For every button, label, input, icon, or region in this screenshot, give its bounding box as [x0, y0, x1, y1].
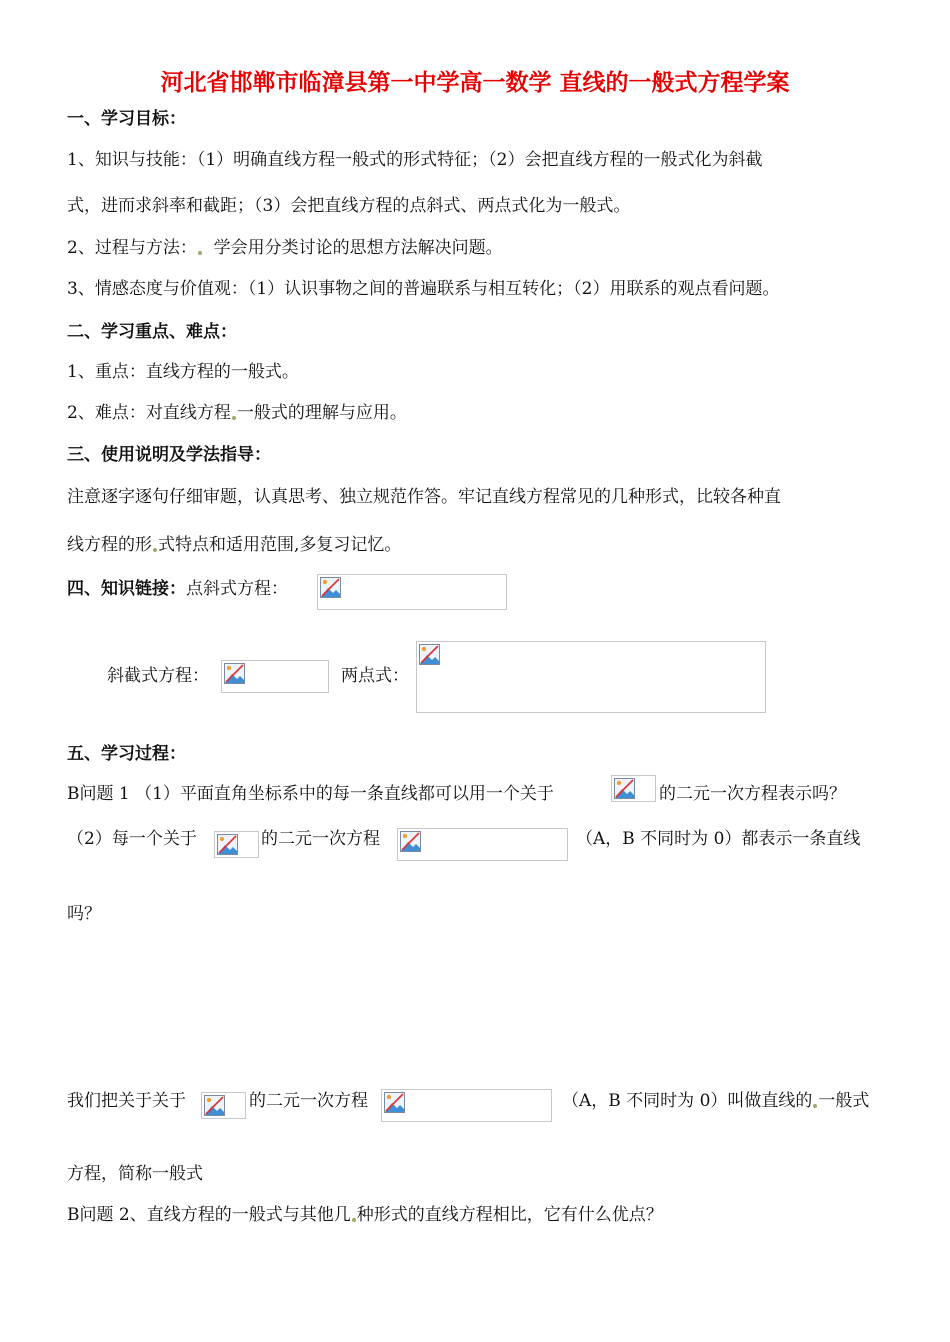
definition-line-1: 我们把关于关于	[67, 1091, 186, 1111]
definition-part-1: （A，B 不同时为 0）叫做直线的	[562, 1091, 813, 1111]
question-2-part-2: 种形式的直线方程相比，它有什么优点？	[356, 1205, 663, 1225]
general-equation-image	[397, 828, 568, 861]
xy-variable-image	[214, 831, 259, 858]
question-1-line-1-end: 的二元一次方程表示吗？	[659, 784, 846, 804]
broken-image-icon	[224, 663, 245, 684]
question-1-part-2-mid: 的二元一次方程	[261, 829, 380, 849]
instructions-part-2: 式特点和适用范围,多复习记忆。	[158, 535, 402, 555]
document-title: 河北省邯郸市临漳县第一中学高一数学 直线的一般式方程学案	[160, 70, 790, 96]
stray-dot-mark	[198, 251, 202, 255]
instructions-part-1: 线方程的形	[67, 535, 152, 555]
broken-image-icon	[384, 1092, 405, 1113]
instructions-line-2	[67, 530, 401, 555]
question-1-part-2: （2）每一个关于	[67, 829, 197, 849]
section-2-heading: 二、学习重点、难点：	[67, 322, 237, 342]
point-slope-label: 点斜式方程：	[186, 579, 288, 599]
difficult-point	[67, 398, 407, 423]
point-slope-formula-image	[317, 574, 507, 610]
stray-dot-mark	[153, 548, 157, 552]
stray-dot-mark	[813, 1104, 817, 1108]
slope-intercept-label: 斜截式方程：	[107, 666, 209, 686]
stray-dot-mark	[352, 1218, 356, 1222]
broken-image-icon	[614, 778, 635, 799]
question-1-line-1: B问题 1 （1）平面直角坐标系中的每一条直线都可以用一个关于	[67, 784, 554, 804]
stray-dot-mark	[232, 416, 236, 420]
difficult-point-part-2: 一般式的理解与应用。	[236, 403, 407, 423]
definition-line-1-mid: 的二元一次方程	[249, 1091, 368, 1111]
question-2	[67, 1200, 663, 1225]
xy-variable-image	[611, 775, 656, 802]
two-point-formula-image	[416, 641, 766, 713]
definition-line-2: 方程，简称一般式	[67, 1164, 203, 1184]
objective-process-label: 2、过程与方法：	[67, 238, 197, 258]
broken-image-icon	[320, 577, 341, 598]
definition-part-2: 一般式	[818, 1091, 870, 1111]
definition-line-1-end	[562, 1086, 869, 1111]
general-equation-image	[381, 1089, 552, 1122]
question-2-part-1: B问题 2、直线方程的一般式与其他几	[67, 1205, 351, 1225]
objective-knowledge-line-1: 1、知识与技能：（1）明确直线方程一般式的形式特征；（2）会把直线方程的一般式化为斜截	[67, 150, 763, 170]
objective-process	[67, 233, 503, 258]
objective-process-text: 学会用分类讨论的思想方法解决问题。	[213, 238, 503, 258]
objective-knowledge-line-2: 式，进而求斜率和截距；（3）会把直线方程的点斜式、两点式化为一般式。	[67, 196, 631, 216]
broken-image-icon	[204, 1095, 225, 1116]
broken-image-icon	[419, 644, 440, 665]
section-5-heading: 五、学习过程：	[67, 744, 186, 764]
section-4-line	[67, 574, 288, 599]
section-3-heading: 三、使用说明及学法指导：	[67, 445, 271, 465]
xy-variable-image	[201, 1092, 246, 1119]
instructions-line-1: 注意逐字逐句仔细审题，认真思考、独立规范作答。牢记直线方程常见的几种形式，比较各种直	[67, 487, 781, 507]
key-point: 1、重点：直线方程的一般式。	[67, 362, 299, 382]
broken-image-icon	[400, 831, 421, 852]
broken-image-icon	[217, 834, 238, 855]
objective-attitude: 3、情感态度与价值观：（1）认识事物之间的普遍联系与相互转化；（2）用联系的观点看问题。	[67, 279, 780, 299]
question-1-part-2-end: （A，B 不同时为 0）都表示一条直线	[576, 829, 861, 849]
question-1-part-2-tail: 吗？	[67, 904, 101, 924]
section-4-heading: 四、知识链接：	[67, 579, 186, 599]
two-point-label: 两点式：	[341, 666, 409, 686]
difficult-point-part-1: 2、难点：对直线方程	[67, 403, 231, 423]
slope-intercept-formula-image	[221, 660, 329, 693]
section-1-heading: 一、学习目标：	[67, 109, 186, 129]
